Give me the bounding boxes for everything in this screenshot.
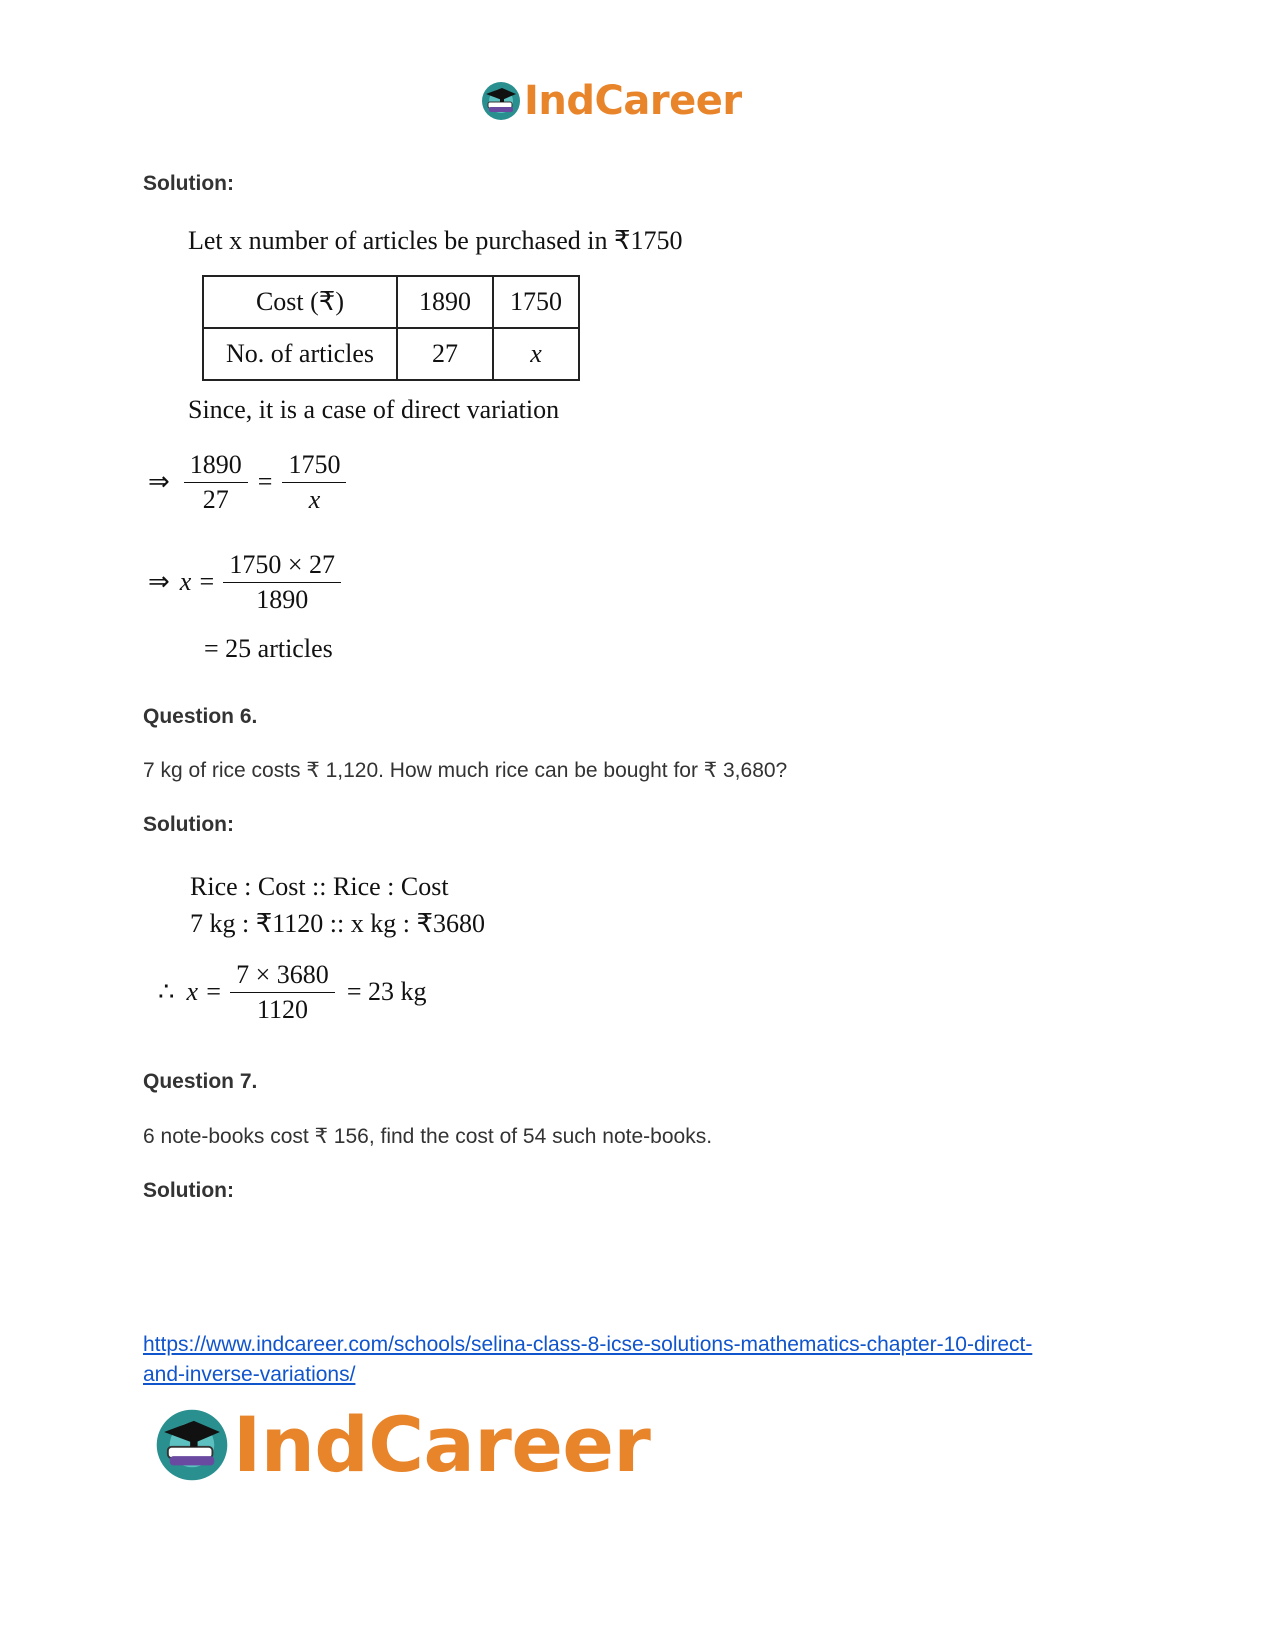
table-cell: 27 <box>397 328 493 380</box>
table-row <box>203 276 579 328</box>
solution-heading: Solution: <box>143 813 234 836</box>
x-equals: x = <box>186 977 223 1007</box>
implies-arrow: ⇒ <box>148 467 170 497</box>
result-articles: = 25 articles <box>204 634 333 663</box>
since-statement: Since, it is a case of direct variation <box>188 395 560 424</box>
equation-rice <box>158 960 426 1025</box>
let-statement: Let x number of articles be purchased in ₹1750 <box>188 226 683 255</box>
therefore-symbol: ∴ <box>158 977 175 1007</box>
fraction <box>282 450 346 515</box>
numerator: 1750 × 27 <box>223 550 341 583</box>
numerator: 7 × 3680 <box>230 960 335 993</box>
footer-link-block <box>143 1330 1032 1390</box>
equation-solve-x <box>148 550 341 615</box>
table-cell: Cost (₹) <box>203 276 397 328</box>
source-url-line-2: and-inverse-variations/ <box>143 1363 356 1386</box>
fraction <box>184 450 248 515</box>
question-heading: Question 7. <box>143 1070 258 1093</box>
solution-heading: Solution: <box>143 1179 234 1202</box>
table-cell: x <box>493 328 579 380</box>
equals-sign: = <box>257 467 273 497</box>
fraction <box>223 550 341 615</box>
proportion-values: 7 kg : ₹1120 :: x kg : ₹3680 <box>190 909 486 938</box>
graduation-book-icon <box>153 1406 231 1484</box>
proportion-line: Rice : Cost :: Rice : Cost <box>190 872 449 901</box>
question-text: 7 kg of rice costs ₹ 1,120. How much rice can be bought for ₹ 3,680? <box>143 759 788 782</box>
equation-ratio <box>148 450 346 515</box>
x-equals: x = <box>179 567 216 597</box>
source-url-line-1: https://www.indcareer.com/schools/selina-class-8-icse-solutions-mathematics-chapter-10-direct- <box>143 1333 1033 1356</box>
denominator: x <box>308 484 321 514</box>
denominator: 27 <box>202 484 229 514</box>
header-brand-text: IndCareer <box>524 78 742 124</box>
implies-arrow: ⇒ <box>148 567 170 597</box>
denominator: 1120 <box>256 994 308 1024</box>
fraction <box>230 960 335 1025</box>
table-cell: 1750 <box>493 276 579 328</box>
question-heading: Question 6. <box>143 705 258 728</box>
result-rice: = 23 kg <box>346 977 427 1007</box>
graduation-book-icon <box>480 80 522 122</box>
variation-table <box>202 275 580 381</box>
footer-brand-text: IndCareer <box>233 1400 651 1489</box>
table-row <box>203 328 579 380</box>
table-cell: No. of articles <box>203 328 397 380</box>
numerator: 1890 <box>184 450 248 483</box>
solution-heading: Solution: <box>143 172 234 195</box>
source-url-link[interactable] <box>143 1333 1032 1386</box>
question-text: 6 note-books cost ₹ 156, find the cost of 54 such note-books. <box>143 1125 713 1148</box>
header-logo <box>480 78 742 124</box>
footer-logo <box>153 1400 650 1489</box>
numerator: 1750 <box>282 450 346 483</box>
table-cell: 1890 <box>397 276 493 328</box>
denominator: 1890 <box>256 584 309 614</box>
